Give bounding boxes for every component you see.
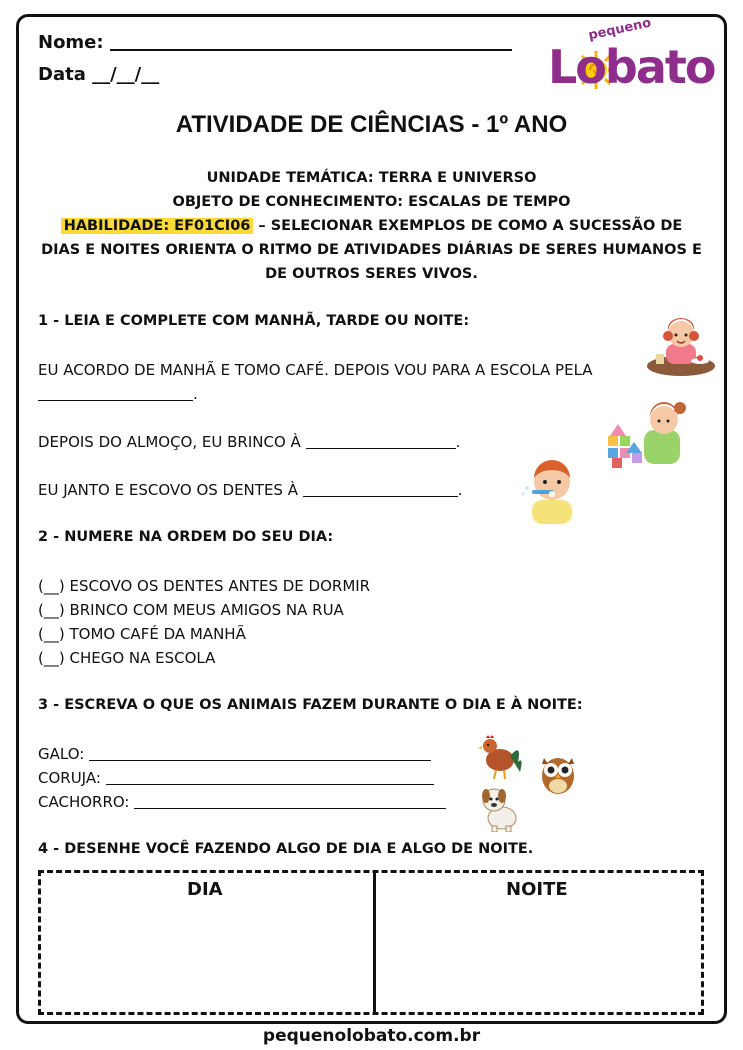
q2-item[interactable]: (__) CHEGO NA ESCOLA: [38, 649, 216, 667]
knowledge-object: OBJETO DE CONHECIMENTO: ESCALAS DE TEMPO: [172, 194, 571, 210]
skill-text: – SELECIONAR EXEMPLOS DE COMO A SUCESSÃO DE DIAS E NOITES ORIENTA O RITMO DE ATIVIDADES DIÁRIAS DE SERES HUMANOS E DE OUTROS SERES VIVOS.: [41, 218, 702, 282]
q2-item[interactable]: (__) BRINCO COM MEUS AMIGOS NA RUA: [38, 601, 344, 619]
q1-answer-2-blank[interactable]: [306, 435, 456, 449]
q1-sentence-2: DEPOIS DO ALMOÇO, EU BRINCO À .: [38, 433, 461, 451]
skill-description: [40, 214, 703, 286]
name-field[interactable]: [38, 32, 512, 53]
footer-url[interactable]: pequenolobato.com.br: [262, 1026, 481, 1046]
name-label: Nome:: [38, 32, 104, 53]
q3-owl-row: CORUJA:: [38, 769, 434, 787]
q1-answer-1-row: .: [38, 385, 198, 403]
girl-breakfast-illustration: [646, 314, 716, 380]
q1-answer-3-blank[interactable]: [303, 483, 458, 497]
logo-small-text: pequeno: [587, 15, 653, 44]
q1-sentence-3: EU JANTO E ESCOVO OS DENTES À .: [38, 481, 463, 499]
question-2-title: 2 - NUMERE NA ORDEM DO SEU DIA:: [38, 529, 334, 545]
q2-item[interactable]: (__) TOMO CAFÉ DA MANHÃ: [38, 625, 246, 643]
q2-item[interactable]: (__) ESCOVO OS DENTES ANTES DE DORMIR: [38, 577, 371, 595]
thematic-unit: UNIDADE TEMÁTICA: TERRA E UNIVERSO: [206, 170, 537, 186]
logo: [540, 15, 720, 102]
skill-code: HABILIDADE: EF01CI06: [61, 218, 254, 234]
date-field[interactable]: Data __/__/__: [38, 64, 160, 85]
q1-sentence-1: EU ACORDO DE MANHÃ E TOMO CAFÉ. DEPOIS VOU PARA A ESCOLA PELA: [38, 361, 593, 379]
dog-illustration: [478, 784, 520, 832]
day-box-label: DIA: [187, 879, 223, 900]
rooster-illustration: [478, 732, 524, 780]
q3-dog-row: CACHORRO:: [38, 793, 446, 811]
q3-rooster-row: GALO:: [38, 745, 431, 763]
girl-playing-blocks-illustration: [606, 398, 688, 470]
q3-dog-blank[interactable]: [134, 795, 446, 809]
drawing-area: [38, 870, 704, 1015]
q1-answer-1-blank[interactable]: [38, 387, 193, 401]
box-divider: [373, 870, 376, 1015]
owl-illustration: [540, 752, 576, 796]
page-title: ATIVIDADE DE CIÊNCIAS - 1º ANO: [175, 111, 568, 138]
question-1-title: 1 - LEIA E COMPLETE COM MANHÃ, TARDE OU NOITE:: [38, 313, 470, 329]
boy-brushing-teeth-illustration: [518, 456, 582, 524]
q3-owl-blank[interactable]: [106, 771, 434, 785]
q3-rooster-blank[interactable]: [89, 747, 431, 761]
night-box-label: NOITE: [506, 879, 568, 900]
name-blank[interactable]: [110, 33, 512, 51]
logo-main-text: Lobato: [548, 40, 715, 94]
question-4-title: 4 - DESENHE VOCÊ FAZENDO ALGO DE DIA E ALGO DE NOITE.: [38, 841, 534, 857]
question-3-title: 3 - ESCREVA O QUE OS ANIMAIS FAZEM DURANTE O DIA E À NOITE:: [38, 697, 583, 713]
